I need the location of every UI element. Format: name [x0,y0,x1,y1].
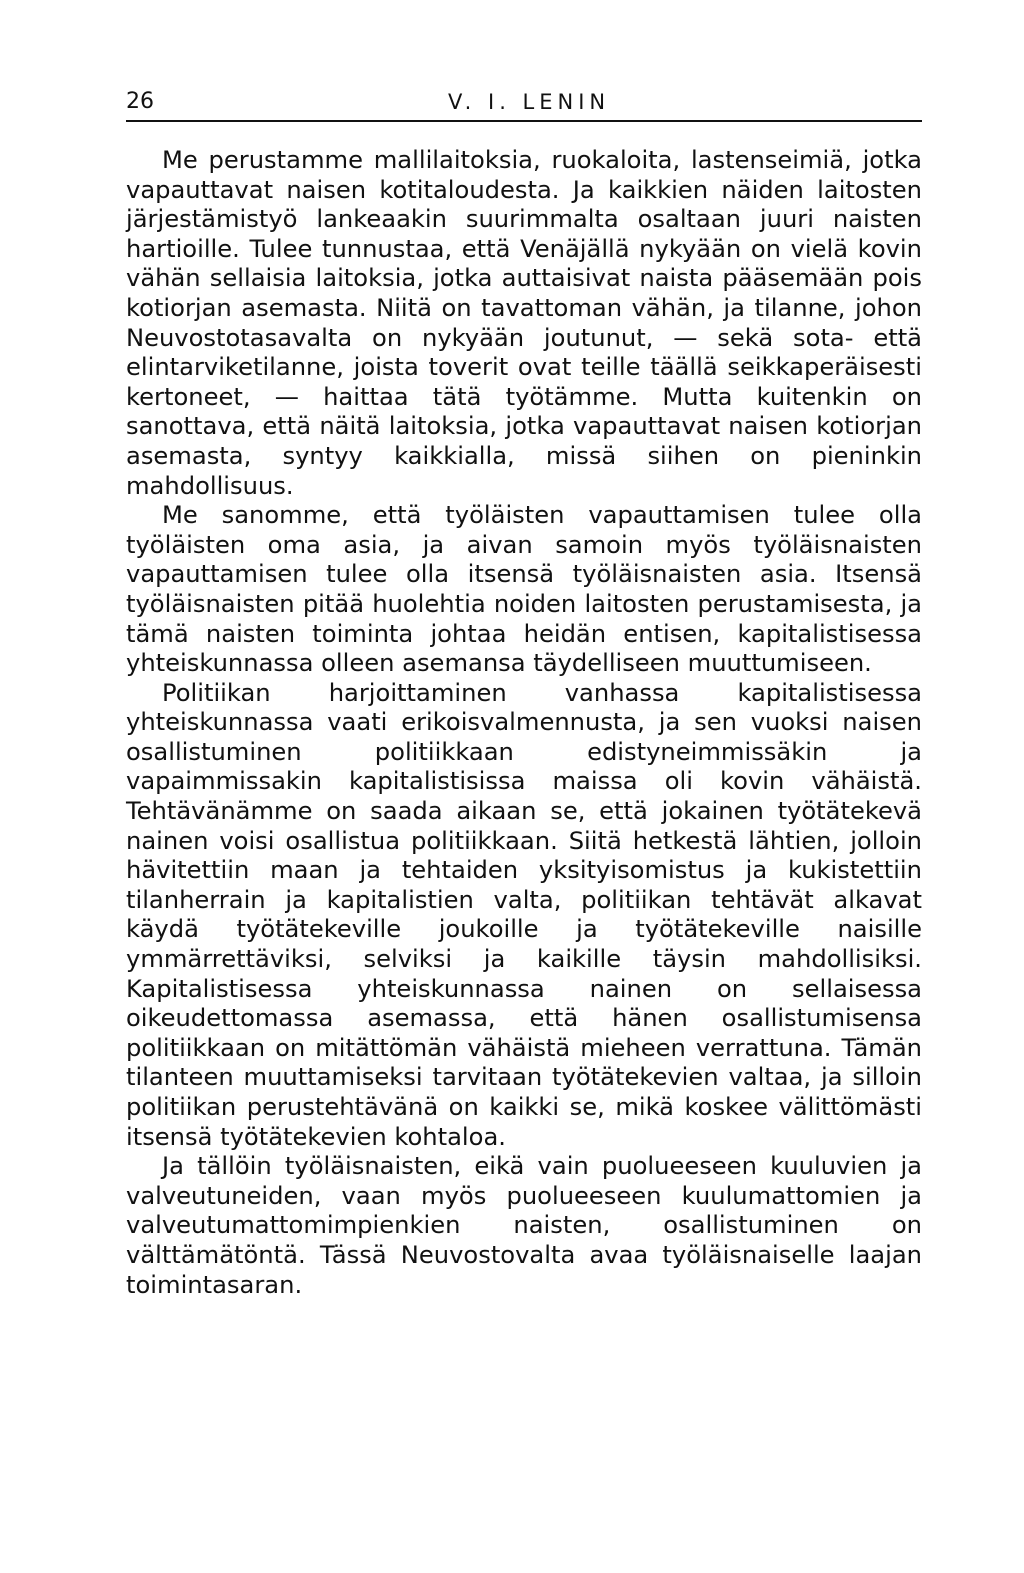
paragraph-2: Me sanomme, että työläisten vapauttamisen tulee olla työläisten oma asia, ja aivan samoin myös työläisnaisten vapauttamisen tulee olla itsensä työläisnaisten asia. Itsensä työläisnaisten pitää huolehtia noiden laitosten perustamisesta, ja tämä naisten toiminta johtaa heidän entisen, kapitalistisessa yhteiskunnassa olleen asemansa täydelliseen muuttumiseen. [126,501,922,678]
paragraph-3: Politiikan harjoittaminen vanhassa kapitalistisessa yhteiskunnassa vaati erikoisvalmennusta, ja sen vuoksi naisen osallistuminen politiikkaan edistyneimmissäkin ja vapaimmissakin kapitalistisissa maissa oli kovin vähäistä. Tehtävänämme on saada aikaan se, että jokainen työtätekevä nainen voisi osallistua politiikkaan. Siitä hetkestä lähtien, jolloin hävitettiin maan ja tehtaiden yksityisomistus ja kukistettiin tilanherrain ja kapitalistien valta, politiikan tehtävät alkavat käydä työtätekeville joukoille ja työtätekeville naisille ymmärrettäviksi, selviksi ja kaikille täysin mahdollisiksi. Kapitalistisessa yhteiskunnassa nainen on sellaisessa oikeudettomassa asemassa, että hänen osallistumisensa politiikkaan on mitättömän vähäistä mieheen verrattuna. Tämän tilanteen muuttamiseksi tarvitaan työtätekevien valtaa, ja silloin politiikan perustehtävänä on kaikki se, mikä koskee välittömästi itsensä työtätekevien kohtaloa. [126,678,922,1151]
running-head: V. I. LENIN [448,90,611,114]
paragraph-4: Ja tällöin työläisnaisten, eikä vain puolueeseen kuuluvien ja valveutuneiden, vaan myös puolueeseen kuulumattomien ja valveutumattomimpienkien naisten, osallistuminen on välttämätöntä. Tässä Neuvostovalta avaa työläisnaiselle laajan toimintasaran. [126,1152,922,1299]
paragraph-1: Me perustamme mallilaitoksia, ruokaloita, lastenseimiä, jotka vapauttavat naisen kotitaloudesta. Ja kaikkien näiden laitosten järjestämistyö lankeaakin suurimmalta osaltaan juuri naisten hartioille. Tulee tunnustaa, että Venäjällä nykyään on vielä kovin vähän sellaisia laitoksia, jotka auttaisivat naista pääsemään pois kotiorjan asemasta. Niitä on tavattoman vähän, ja tilanne, johon Neuvostotasavalta on nykyään joutunut, — sekä sota- että elintarviketilanne, joista toverit ovat teille täällä seikkaperäisesti kertoneet, — haittaa tätä työtämme. Mutta kuitenkin on sanottava, että näitä laitoksia, jotka vapauttavat naisen kotiorjan asemasta, syntyy kaikkialla, missä siihen on pieninkin mahdollisuus. [126,146,922,500]
page-number: 26 [126,89,154,114]
page-header [126,88,922,122]
body-text [126,146,922,1300]
